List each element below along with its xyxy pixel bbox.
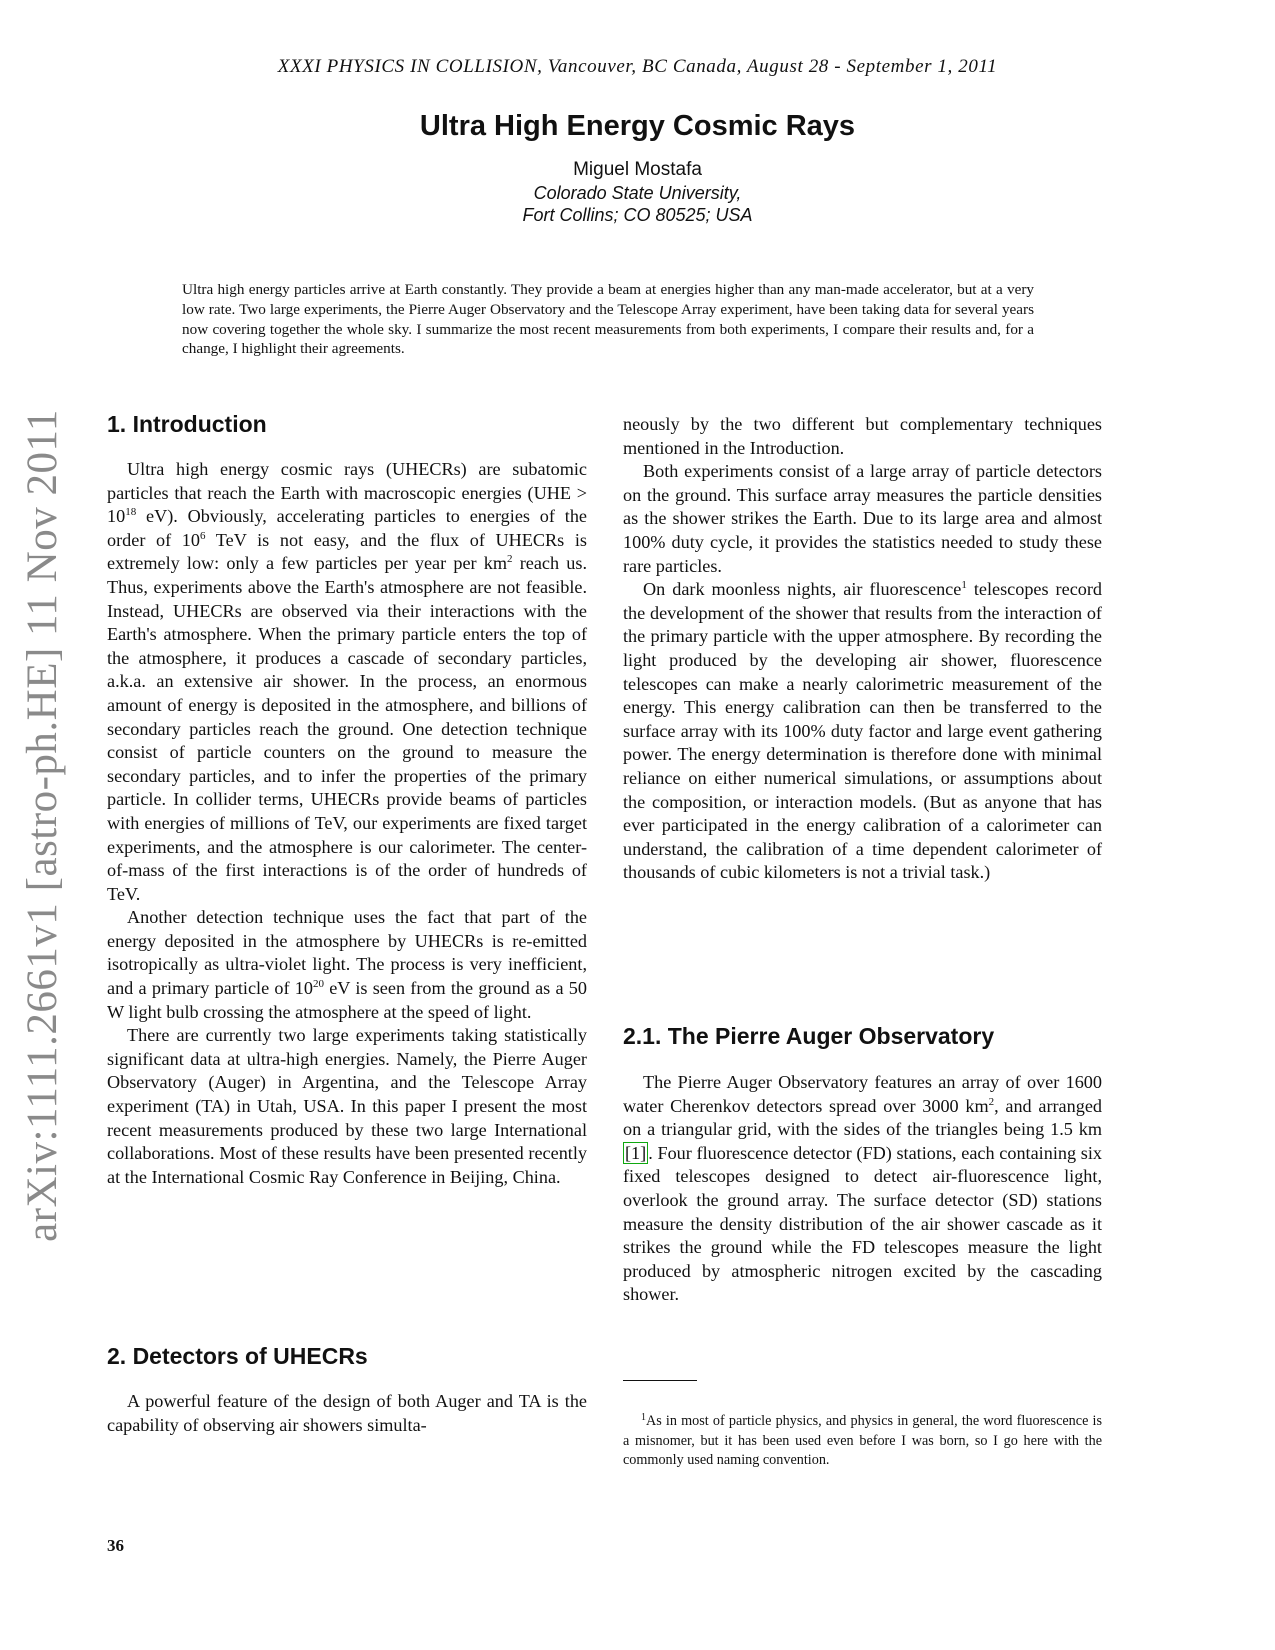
detectors-body-start [107,1390,587,1437]
running-header: XXXI PHYSICS IN COLLISION, Vancouver, BC Canada, August 28 - September 1, 2011 [277,56,998,77]
paragraph: A powerful feature of the design of both Auger and TA is the capability of observing air showers simulta- [107,1391,587,1435]
paragraph: There are currently two large experiments taking statistically significant data at ultra-high energies. Namely, the Pierre Auger Observatory (Auger) in Argentina, and the Telescope Array experiment (TA) in Utah, USA. In this paper I present the most recent measurements produced by these two large International collaborations. Most of these results have been presented recently at the International Cosmic Ray Conference in Beijing, China. [107,1025,587,1187]
citation-link[interactable]: [1] [625,1142,647,1163]
section-heading-introduction: 1. Introduction [107,411,267,437]
page-number: 36 [107,1536,124,1555]
footnote-divider [623,1380,697,1381]
section-heading-detectors: 2. Detectors of UHECRs [107,1343,368,1369]
detectors-body-continued [623,413,1102,885]
paragraph: Both experiments consist of a large array of particle detectors on the ground. This surface array measures the particle densities as the shower strikes the Earth. Due to its large area and almost 100% duty cycle, it provides the statistics needed to study these rare particles. [623,461,1102,576]
footnote-mark: 1 [641,1412,646,1423]
auger-body [623,1071,1102,1307]
section-heading-auger: 2.1. The Pierre Auger Observatory [623,1023,995,1049]
footnote-text: As in most of particle physics, and physics in general, the word fluorescence is a misnomer, but it has been used even before I was born, so I go here with the commonly used naming convention. [623,1413,1102,1469]
introduction-body [107,458,587,1189]
affiliation-line-2: Fort Collins; CO 80525; USA [522,205,753,225]
arxiv-stamp-text: arXiv:1111.2661v1 [astro-ph.HE] 11 Nov 2011 [18,408,66,1242]
paragraph: On dark moonless nights, air fluorescence$^1$ telescopes record the development of the shower that results from the interaction of the primary particle with the upper atmosphere. By recording the light produced by the developing air shower, fluorescence telescopes can make a nearly calorimetric measurement of the energy. This energy calibration can then be transferred to the surface array with its 100% duty factor and large event gathering power. The energy determination is therefore done with minimal reliance on either numerical simulations, or assumptions about the composition, or interaction models. (But as anyone that has ever participated in the energy calibration of a calorimeter can understand, the calibration of a time dependent calorimeter of thousands of cubic kilometers is not a trivial task.) [623,579,1103,883]
author-name: Miguel Mostafa [573,159,702,180]
paper-title: Ultra High Energy Cosmic Rays [419,110,856,142]
paragraph: Another detection technique uses the fact that part of the energy deposited in the atmosphere by UHECRs is re-emitted isotropically as ultra-violet light. The process is very inefficient, and a primary particle of $10^{20}$ eV is seen from the ground as a 50 W light bulb crossing the atmosphere at the speed of light. [107,907,587,1022]
paragraph: The Pierre Auger Observatory features an array of over 1600 water Cherenkov detectors spread over 3000 $km^2$, and arranged on a triangular grid, with the sides of the triangles being 1.5 km [1] . Four fluorescence detector (FD) stations, each containing six fixed telescopes designed to detect air-fluorescence light, overlook the ground array. The surface detector (SD) stations measure the density distribution of the air shower cascade as it strikes the ground while the FD telescopes measure the light produced by atmospheric nitrogen excited by the cascading shower. [623,1072,1102,1305]
affiliation-line-1: Colorado State University, [533,183,742,203]
paragraph: Ultra high energy cosmic rays (UHECRs) are subatomic particles that reach the Earth with macroscopic energies ($UHE > 10^{18}$ eV). Obviously, accelerating particles to energies of the order of $10^6$ TeV is not easy, and the flux of UHECRs is extremely low: only a few particles per year per $km^2$ reach us. Thus, experiments above the Earth's atmosphere are not feasible. Instead, UHECRs are observed via their interactions with the Earth's atmosphere. When the primary particle enters the top of the atmosphere, it produces a cascade of secondary particles, a.k.a. an extensive air shower. In the process, an enormous amount of energy is deposited in the atmosphere, and billions of secondary particles reach the ground. One detection technique consist of particle counters on the ground to measure the secondary particles, and to infer the properties of the primary particle. In collider terms, UHECRs provide beams of particles with energies of millions of TeV, our experiments are fixed target experiments, and the atmosphere is our calorimeter. The center-of-mass of the first interactions is of the order of hundreds of TeV. [107,459,588,904]
abstract: Ultra high energy particles arrive at Earth constantly. They provide a beam at energies higher than any man-made accelerator, but at a very low rate. Two large experiments, the Pierre Auger Observatory and the Telescope Array experiment, have been taking data for several years now covering together the whole sky. I summarize the most recent measurements from both experiments, I compare their results and, for a change, I highlight their agreements. [182,281,1034,358]
paragraph: neously by the two different but complementary techniques mentioned in the Introduction. [623,414,1102,458]
arxiv-stamp [2,0,82,1650]
footnote [623,1412,1102,1471]
